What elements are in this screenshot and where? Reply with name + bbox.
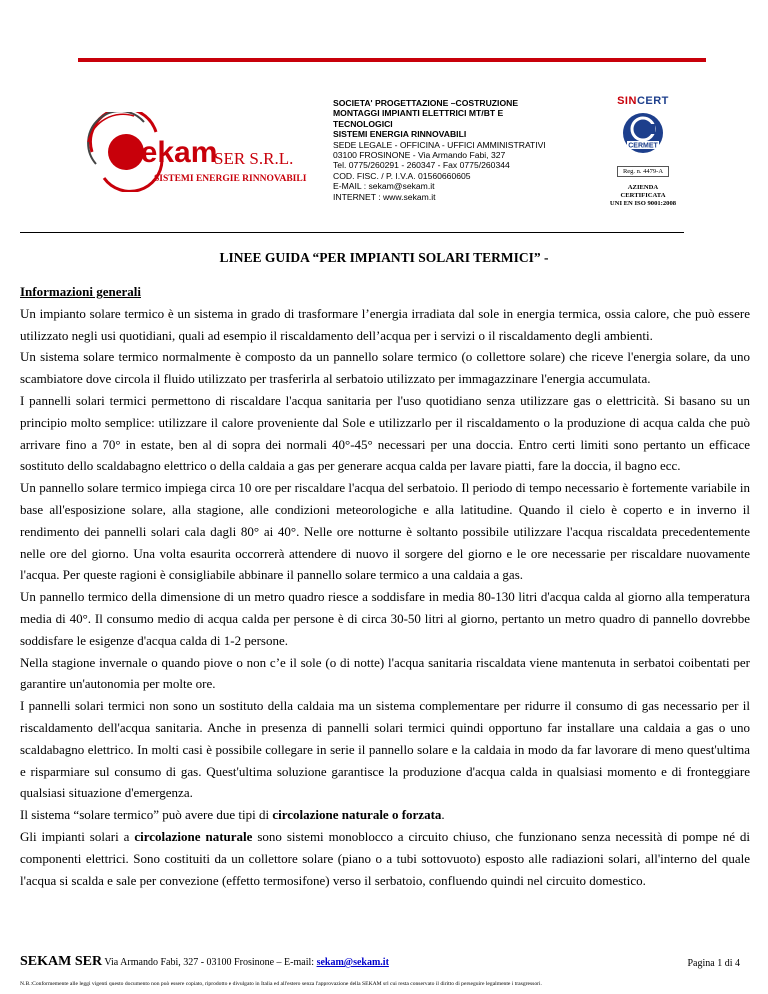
logo-tagline-text: SISTEMI ENERGIE RINNOVABILI xyxy=(154,174,307,184)
cert-line: UNI EN ISO 9001:2008 xyxy=(609,200,677,207)
certification-block xyxy=(598,95,688,208)
sincert-logo xyxy=(598,95,688,107)
company-line: COD. FISC. / P. I.V.A. 01560660605 xyxy=(333,170,471,181)
company-line: INTERNET : www.sekam.it xyxy=(333,191,436,202)
paragraph: I pannelli solari termici non sono un sostituto della caldaia ma un sistema complementare per ridurre il consumo di gas necessario per il riscaldamento dell'acqua sanitaria. Anche in presenza di pannelli solari termici quindi opportuno far installare una caldaia a gas o uno scaldabagno elettrico. In molti casi è possibile collegare in serie il pannello solare e la caldaia in modo da far lavorare di meno quest'ultima e risparmiare sul consumo di gas. Quest'ultima soluzione garantisce la produzione d'acqua calda in qualsiasi momento e di fronteggiare qualsiasi situazione d'emergenza. xyxy=(20,698,750,801)
bold-term: circolazione naturale o forzata xyxy=(272,807,442,823)
paragraph: Nella stagione invernale o quando piove o non c’e il sole (o di notte) l'acqua sanitaria riscaldata viene mantenuta in serbatoi coibentati per garantire un'autonomia per molte ore. xyxy=(20,654,750,692)
company-line: E-MAIL : sekam@sekam.it xyxy=(333,181,435,192)
text-run: Il sistema “solare termico” può avere due tipi di xyxy=(20,807,273,823)
bold-term: circolazione naturale xyxy=(134,828,253,844)
page-footer xyxy=(20,954,750,970)
cermet-text: CERMET xyxy=(628,142,658,150)
cert-line: AZIENDA xyxy=(627,184,659,191)
cert-line: CERTIFICATA xyxy=(620,192,666,199)
sincert-suffix: CERT xyxy=(636,95,669,107)
company-line: TECNOLOGICI xyxy=(333,118,393,129)
company-line: SOCIETA' PROGETTAZIONE –COSTRUZIONE xyxy=(333,98,519,108)
company-info xyxy=(333,98,593,202)
footer-email-link[interactable]: sekam@sekam.it xyxy=(316,957,389,968)
paragraph: Un pannello solare termico impiega circa 10 ore per riscaldare l'acqua del serbatoio. Il periodo di tempo necessario è fortemente variabile in base all'esposizione solare, alla stagione, alle condizioni meteorologiche e alla latitudine. Quando il cielo è coperto e in inverno il rendimento dei pannelli solari cala dagli 80° ai 40°. Nelle ore notturne è soltanto possibile utilizzare l'acqua riscaldata precedentemente nelle ore del giorno. Una volta esaurita occorrerà attendere di nuovo il sorgere del giorno e le ore necessarie per riscaldare nuovamente l'acqua. Per queste ragioni è consigliabile abbinare il pannello solare termico a una caldaia a gas. xyxy=(20,480,750,583)
sun-swirl-icon xyxy=(84,112,314,192)
company-line: SEDE LEGALE - OFFICINA - UFFICI AMMINISTRATIVI xyxy=(333,139,546,150)
text-run: Gli impianti solari a xyxy=(20,828,135,844)
document-body xyxy=(20,281,750,891)
sekam-logo xyxy=(84,112,314,192)
header-red-bar xyxy=(78,58,706,62)
text-run: sono sistemi monoblocco a circuito chiuso, che funzionano senza necessità di pompe né di componenti elettrici. Sono costituiti da un collettore solare (piano o a tubi sottovuoto) esposto alle radiazioni solari, all'interno del quale l'acqua si scalda e sale per convezione (effetto termosifone) verso il serbatoio, confluendo quindi nel circuito domestico. xyxy=(20,828,751,888)
company-line: 03100 FROSINONE - Via Armando Fabi, 327 xyxy=(333,150,506,161)
footer-address: Via Armando Fabi, 327 - 03100 Frosinone – E-mail: xyxy=(102,957,317,968)
sincert-prefix: SIN xyxy=(617,95,637,107)
header-divider xyxy=(20,232,684,233)
paragraph: Un pannello termico della dimensione di un metro quadro riesce a soddisfare in media 80-130 litri d'acqua calda al giorno alla temperatura media di 40°. Il consumo medio di acqua calda per persone è di circa 30-50 litri al giorno, pertanto un metro quadro di pannello dovrebbe soddisfare le esigenze d'acqua calda di 1-2 persone. xyxy=(20,589,750,648)
company-line: Tel. 0775/260291 - 260347 - Fax 0775/260344 xyxy=(333,160,510,171)
paragraph: Un impianto solare termico è un sistema in grado di trasformare l’energia irradiata dal sole in energia termica, ossia calore, che può essere utilizzato negli usi quotidiani, quali ad esempio il riscaldamento dell’acqua per i servizi o il riscaldamento degli ambienti. xyxy=(20,305,750,343)
footer-brand: SEKAM SER xyxy=(20,954,103,969)
section-heading: Informazioni generali xyxy=(20,284,141,299)
cermet-seal-icon xyxy=(621,111,665,155)
logo-suffix-text: SER S.R.L. xyxy=(214,149,294,168)
paragraph xyxy=(20,804,750,826)
page-title: LINEE GUIDA “PER IMPIANTI SOLARI TERMICI” - xyxy=(219,250,549,265)
legal-note: N.B.:Conformemente alle leggi vigenti questo documento non può essere copiato, riprodotto e divulgato in Italia ed all'estero senza l'approvazione della SEKAM srl cui resta conservato il diritto di perseguire legalmente i trasgressori. xyxy=(20,981,542,987)
registration-number: Reg. n. 4479-A xyxy=(617,166,669,177)
paragraph: I pannelli solari termici permettono di riscaldare l'acqua sanitaria per l'uso quotidiano senza utilizzare gas o elettricità. Si basano su un principio molto semplice: utilizzare il calore proveniente dal Sole e utilizzarlo per il riscaldamento o la produzione di acqua calda che può arrivare fino a 70° in estate, ben al di sopra dei normali 40°-45° necessari per una doccia. Entro certi limiti sono pertanto un efficace sostituto dello scaldabagno elettrico o della caldaia a gas per generare acqua calda per lavare piatti, fare la doccia, il bagno ecc. xyxy=(20,392,750,474)
text-run: . xyxy=(441,807,445,823)
paragraph: Un sistema solare termico normalmente è composto da un pannello solare termico (o collettore solare) che riceve l'energia solare, da uno scambiatore dove circola il fluido utilizzato per trasferirla al serbatoio utilizzato per immagazzinare l'energia accumulata. xyxy=(20,349,750,387)
paragraph xyxy=(20,826,750,891)
page-number: Pagina 1 di 4 xyxy=(687,958,740,969)
company-line: MONTAGGI IMPIANTI ELETTRICI MT/BT E xyxy=(333,108,504,119)
company-line: SISTEMI ENERGIA RINNOVABILI xyxy=(333,129,467,140)
logo-brand-text: sekam xyxy=(124,136,218,169)
